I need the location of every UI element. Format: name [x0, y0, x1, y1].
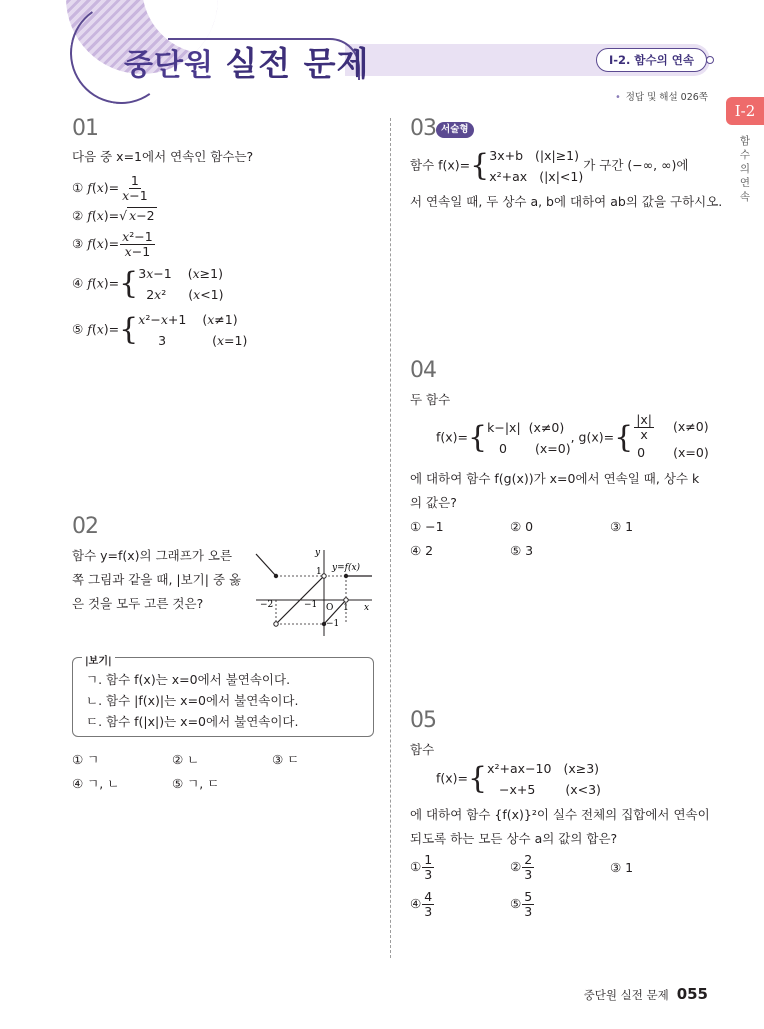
- graph-tick-neg1y: −1: [326, 619, 340, 629]
- chapter-tab-vertical: 함수의 연속: [739, 135, 751, 203]
- p04-choice-4: ④ 2: [410, 543, 434, 558]
- p02-question-line1: 함수 y=f(x)의 그래프가 오른: [72, 548, 233, 563]
- p01-choice-2: ② f(x)=√ x−2: [72, 208, 155, 223]
- bogi-item-1: ㄱ. 함수 f(x)는 x=0에서 불연속이다.: [86, 672, 291, 687]
- page-footer: [584, 985, 708, 1003]
- p04-choice-1: ① −1: [410, 519, 444, 534]
- p05-lead: 함수: [410, 742, 435, 757]
- p05-choice-5: ⑤ $\frac{5}{3}$: [510, 889, 533, 919]
- p02-choice-3: ③ ㄷ: [272, 752, 300, 767]
- page-title: 중단원 실전 문제: [124, 44, 370, 83]
- p02-choice-4: ④ ㄱ, ㄴ: [72, 776, 120, 791]
- page-number: 055: [676, 985, 708, 1003]
- bogi-label: |보기|: [82, 652, 115, 667]
- p01-choice-1: ① f(x)= $\frac{1}{x-1}$: [72, 173, 148, 203]
- section-pill: Ⅰ-2. 함수의 연속: [596, 48, 707, 72]
- p02-question-line2: 쪽 그림과 같을 때, |보기| 중 옳: [72, 572, 242, 587]
- p02-graph: [252, 544, 376, 640]
- essay-tag: 서술형: [436, 122, 474, 138]
- p05-choice-2: ② $\frac{2}{3}$: [510, 852, 533, 882]
- p02-choice-1: ① ㄱ: [72, 752, 100, 767]
- problem-number-03: 03: [410, 116, 436, 141]
- graph-origin: O: [326, 603, 334, 613]
- p04-line3: 의 값은?: [410, 495, 457, 510]
- bogi-item-2: ㄴ. 함수 |f(x)|는 x=0에서 불연속이다.: [86, 693, 299, 708]
- p01-choice-4: ④ f(x)= { 3x−1 (x≥1) 2x² (x<1): [72, 266, 224, 302]
- p04-line2: 에 대하여 함수 f(g(x))가 x=0에서 연속일 때, 상수 k: [410, 471, 700, 486]
- graph-curve-label: y=f(x): [332, 563, 361, 573]
- p05-line3: 되도록 하는 모든 상수 a의 값의 합은?: [410, 831, 618, 846]
- p04-lead: 두 함수: [410, 392, 451, 407]
- problem-number-04: 04: [410, 358, 436, 383]
- chapter-tab: Ⅰ-2: [726, 97, 764, 125]
- graph-tick-1x: 1: [343, 603, 349, 613]
- p02-choice-2: ② ㄴ: [172, 752, 200, 767]
- p04-functions: f(x)= { k−|x| (x≠0) 0 (x=0) , g(x)= { $\frac{|x|}{x}$ (x≠0) 0 (x=0): [436, 412, 709, 460]
- graph-tick-neg2: −2: [260, 600, 274, 610]
- problem-number-01: 01: [72, 116, 98, 141]
- p01-choice-5: ⑤ f(x)= { x²−x+1 (x≠1) 3 (x=1): [72, 312, 248, 348]
- p05-choice-1: ① $\frac{1}{3}$: [410, 852, 433, 882]
- p02-question-line3: 은 것을 모두 고른 것은?: [72, 596, 204, 611]
- p01-choice-3: ③ f(x)= $\frac{\text{x²−1}}{x-1}$: [72, 229, 153, 259]
- pill-dot: [706, 56, 714, 64]
- problem-number-05: 05: [410, 708, 436, 733]
- graph-tick-neg1: −1: [304, 600, 318, 610]
- p05-choice-4: ④ $\frac{4}{3}$: [410, 889, 433, 919]
- answer-reference: • 정답 및 해설 026쪽: [615, 89, 708, 103]
- p04-choice-5: ⑤ 3: [510, 543, 534, 558]
- p05-line2: 에 대하여 함수 {f(x)}²이 실수 전체의 집합에서 연속이: [410, 807, 710, 822]
- footer-label: 중단원 실전 문제: [583, 988, 669, 1002]
- graph-x-label: x: [364, 603, 370, 613]
- graph-tick-1y: 1: [316, 567, 322, 577]
- p03-question: 함수 f(x)= { 3x+b (|x|≥1) x²+ax (|x|<1) 가 구간 (−∞, ∞)에: [410, 148, 689, 184]
- bogi-item-3: ㄷ. 함수 f(|x|)는 x=0에서 불연속이다.: [86, 714, 299, 729]
- p05-choice-3: ③ 1: [610, 860, 634, 875]
- graph-y-label: y: [315, 548, 321, 558]
- p03-question-line2: 서 연속일 때, 두 상수 a, b에 대하여 ab의 값을 구하시오.: [410, 194, 723, 209]
- curve-left: [256, 554, 276, 576]
- p05-function: f(x)= { x²+ax−10 (x≥3) −x+5 (x<3): [436, 761, 601, 797]
- problem-number-02: 02: [72, 514, 98, 539]
- column-divider: [390, 118, 391, 958]
- p02-choice-5: ⑤ ㄱ, ㄷ: [172, 776, 220, 791]
- p01-question: 다음 중 x=1에서 연속인 함수는?: [72, 149, 254, 164]
- p04-choice-2: ② 0: [510, 519, 534, 534]
- p04-choice-3: ③ 1: [610, 519, 634, 534]
